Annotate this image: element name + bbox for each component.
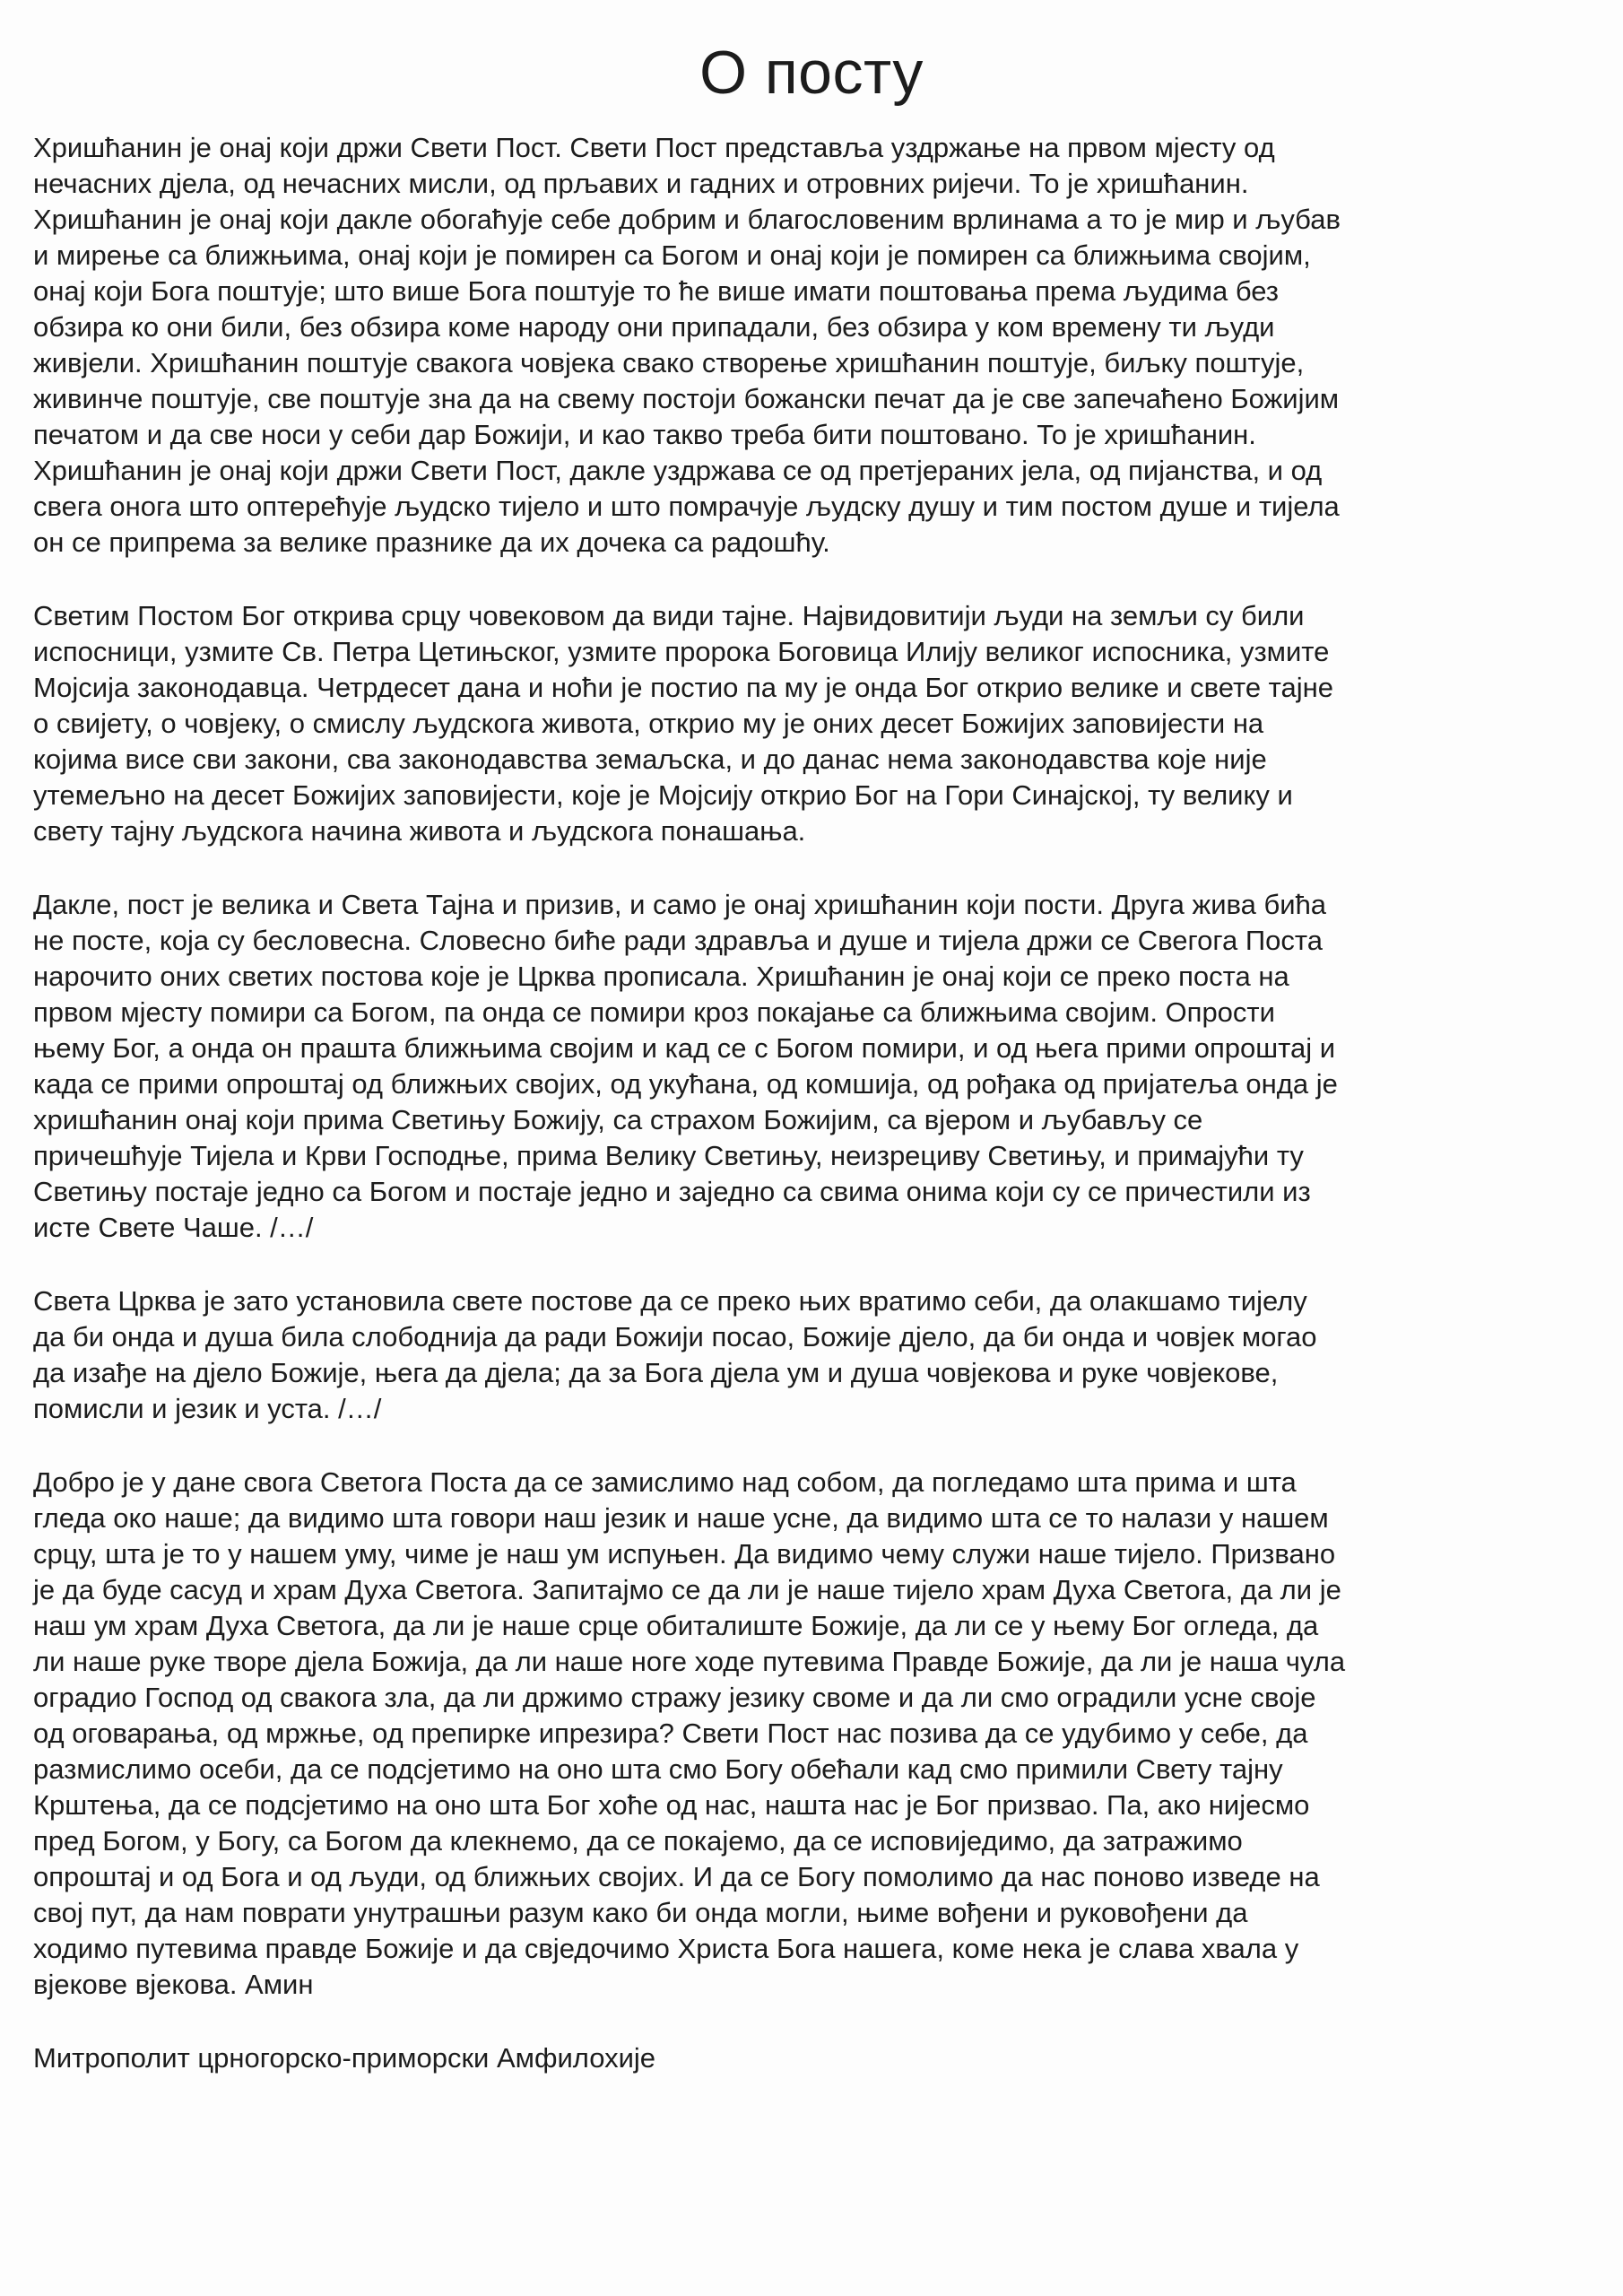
text-line: њему Бог, а онда он прашта ближњима својим и кад се с Богом помири, и од њега прими опроштај и <box>33 1032 1336 1064</box>
text-line: причешћује Тијела и Крви Господње, прима Велику Светињу, неизрециву Светињу, и примајући ту <box>33 1140 1304 1171</box>
text-line: ли наше руке творе дјела Божија, да ли наше ноге ходе путевима Правде Божије, да ли је наша чула <box>33 1646 1346 1677</box>
text-line: да би онда и душа била слободнија да ради Божији посао, Божије дјело, да би онда и човјек могао <box>33 1321 1317 1352</box>
text-line: опроштај и од Бога и од људи, од ближњих својих. И да се Богу помолимо да нас поново изведе на <box>33 1861 1320 1892</box>
text-line: Крштења, да се подсјетимо на оно шта Бог хоће од нас, нашта нас је Бог призвао. Па, ако нијесмо <box>33 1789 1310 1821</box>
text-line: он се припрема за велике празнике да их дочека са радошћу. <box>33 526 830 558</box>
text-line: свој пут, да нам поврати унутрашњи разум како би онда могли, њиме вођени и руковођени да <box>33 1897 1248 1928</box>
text-line: и мирење са ближњима, онај који је помирен са Богом и онај који је помирен са ближњима својим, <box>33 239 1311 271</box>
text-line: када се прими опроштај од ближњих својих, од укућана, од комшија, од рођака од пријатеља онда је <box>33 1068 1338 1100</box>
text-line: нарочито оних светих постова које је Црква прописала. Хришћанин је онај који се преко поста на <box>33 961 1289 992</box>
text-line: утемељно на десет Божијих заповијести, које је Мојсију открио Бог на Гори Синајској, ту велику и <box>33 779 1293 811</box>
text-line: ходимо путевима правде Божије и да свједочимо Христа Бога нашега, коме нека је слава хвала у <box>33 1933 1299 1964</box>
paragraph-4 <box>33 1283 1584 1427</box>
author-signature: Митрополит црногорско-приморски Амфилохије <box>33 2042 656 2074</box>
paragraph-1 <box>33 130 1584 561</box>
text-line: живјели. Хришћанин поштује свакога човјека свако створење хришћанин поштује, биљку поштује, <box>33 347 1305 378</box>
text-line: првом мјесту помири са Богом, па онда се помири кроз покајање са ближњима својим. Опрости <box>33 996 1275 1028</box>
text-line: вјекове вјекова. Амин <box>33 1969 314 2000</box>
text-line: од оговарања, од мржње, од препирке ипрезира? Свети Пост нас позива да се удубимо у себе, да <box>33 1718 1308 1749</box>
text-line: Хришћанин је онај који држи Свети Пост. Свети Пост представља уздржање на првом мјесту од <box>33 132 1275 163</box>
text-line: печатом и да све носи у себи дар Божији, и као такво треба бити поштовано. То је хришћанин. <box>33 419 1256 450</box>
paragraph-3 <box>33 887 1584 1246</box>
text-line: онај који Бога поштује; што више Бога поштује то ће више имати поштовања према људима без <box>33 275 1280 307</box>
text-line: о свијету, о човјеку, о смислу људскога живота, открио му је оних десет Божијих заповијести на <box>33 708 1264 739</box>
text-line: наш ум храм Духа Светога, да ли је наше срце обиталиште Божије, да ли се у њему Бог огледа, да <box>33 1610 1319 1641</box>
text-line: испосници, узмите Св. Петра Цетињског, узмите пророка Боговица Илију великог испосника, узмите <box>33 636 1330 667</box>
text-line: Мојсија законодавца. Четрдесет дана и ноћи је постио па му је онда Бог открио велике и свете тајне <box>33 672 1334 703</box>
paragraph-2 <box>33 598 1584 849</box>
text-line: Хришћанин је онај који дакле обогаћује себе добрим и благословеним врлинама а то је мир и љубав <box>33 204 1341 235</box>
text-line: размислимо осеби, да се подсјетимо на оно шта смо Богу обећали кад смо примили Свету тајну <box>33 1753 1283 1785</box>
text-line: хришћанин онај који прима Светињу Божију, са страхом Божијим, са вјером и љубављу се <box>33 1104 1203 1135</box>
text-line: Дакле, пост је велика и Света Тајна и призив, и само је онај хришћанин који пости. Друга жива бића <box>33 889 1327 920</box>
text-line: свега онога што оптерећује људско тијело и што помрачује људску душу и тим постом душе и тијела <box>33 491 1340 522</box>
page-title: О посту <box>699 39 924 107</box>
text-line: гледа око наше; да видимо шта говори наш језик и наше усне, да видимо шта се то налази у нашем <box>33 1502 1329 1534</box>
text-line: пред Богом, у Богу, са Богом да клекнемо, да се покајемо, да се исповиједимо, да затражимо <box>33 1825 1243 1857</box>
text-line: обзира ко они били, без обзира коме народу они припадали, без обзира у ком времену ти људи <box>33 311 1275 343</box>
text-line: свету тајну људскога начина живота и људскога понашања. <box>33 815 806 847</box>
text-line: Светим Постом Бог открива срцу човековом да види тајне. Највидовитији људи на земљи су били <box>33 600 1305 631</box>
text-line: Света Црква је зато установила свете постове да се преко њих вратимо себи, да олакшамо тијелу <box>33 1285 1307 1317</box>
text-line: оградио Господ од свакога зла, да ли држимо стражу језику своме и да ли смо оградили усне своје <box>33 1682 1316 1713</box>
text-line: нечасних дјела, од нечасних мисли, од прљавих и гадних и отровних ријечи. То је хришћанин. <box>33 168 1249 199</box>
document-body <box>33 130 1584 2076</box>
text-line: Хришћанин је онај који држи Свети Пост, дакле уздржава се од претјераних јела, од пијанства, и од <box>33 455 1323 486</box>
text-line: не посте, која су бесловесна. Словесно биће ради здравља и душе и тијела држи се Свегога Поста <box>33 925 1323 956</box>
text-line: исте Свете Чаше. /…/ <box>33 1212 314 1243</box>
text-line: Добро је у дане свога Светога Поста да се замислимо над собом, да погледамо шта прима и шта <box>33 1466 1297 1498</box>
text-line: срцу, шта је то у нашем уму, чиме је наш ум испуњен. Да видимо чему служи наше тијело. Призвано <box>33 1538 1336 1570</box>
text-line: да изађе на дјело Божије, њега да дјела; да за Бога дјела ум и душа човјекова и руке човјекове, <box>33 1357 1279 1388</box>
text-line: је да буде сасуд и храм Духа Светога. Запитајмо се да ли је наше тијело храм Духа Светога, да ли је <box>33 1574 1341 1605</box>
text-line: живинче поштује, све поштује зна да на свему постоји божански печат да је све запечаћено Божијим <box>33 383 1340 414</box>
paragraph-5 <box>33 1465 1584 2003</box>
text-line: којима висе сви закони, сва законодавства земаљска, и до данас нема законодавства које није <box>33 744 1267 775</box>
text-line: помисли и језик и уста. /…/ <box>33 1393 382 1424</box>
text-line: Светињу постаје једно са Богом и постаје једно и заједно са свима онима који су се причестили из <box>33 1176 1311 1207</box>
